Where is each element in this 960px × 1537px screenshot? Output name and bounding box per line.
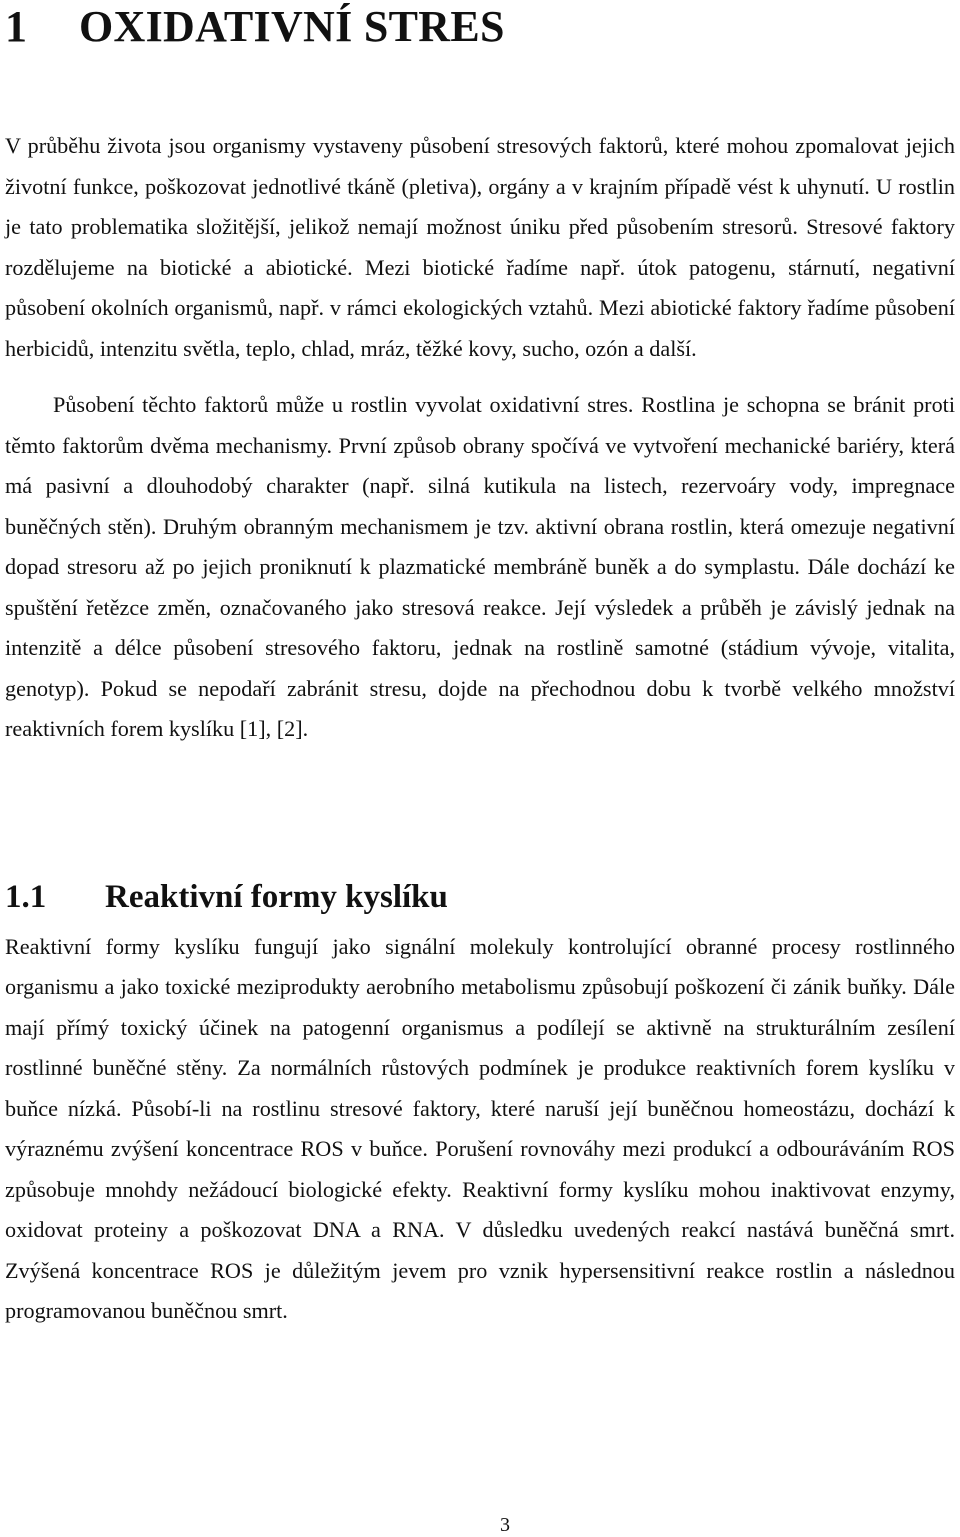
section-number: 1.1	[5, 878, 47, 915]
chapter-heading	[5, 0, 955, 58]
page-number: 3	[500, 1514, 510, 1536]
body-paragraph-2: Působení těchto faktorů může u rostlin vyvolat oxidativní stres. Rostlina je schopna se bránit proti těmto faktorům dvěma mechanismy. První způsob obrany spočívá ve vytvoření mechanické bariéry, která má pasivní a dlouhodobý charakter (např. silná kutikula na listech, rezervoáry vody, impregnace buněčných stěn). Druhým obranným mechanismem je tzv. aktivní obrana rostlin, která omezuje negativní dopad stresoru až po jejich proniknutí k plazmatické membráně buněk a do symplastu. Dále dochází ke spuštění řetězce změn, označovaného jako stresová reakce. Její výsledek a průběh je závislý jednak na intenzitě a délce působení stresového faktoru, jednak na rostlině samotné (stádium vývoje, vitalita, genotyp). Pokud se nepodaří zabránit stresu, dojde na přechodnou dobu k tvorbě velkého množství reaktivních forem kyslíku [1], [2].	[5, 392, 955, 741]
chapter-number: 1	[5, 2, 28, 51]
section-heading	[5, 869, 955, 925]
section-paragraph: Reaktivní formy kyslíku fungují jako signální molekuly kontrolující obranné procesy rostlinného organismu a jako toxické meziprodukty aerobního metabolismu způsobují poškození či zánik buňky. Dále mají přímý toxický účinek na patogenní organismus a podílejí se aktivně na strukturálním zesílení rostlinné buněčné stěny. Za normálních růstových podmínek je produkce reaktivních forem kyslíku v buňce nízká. Působí-li na rostlinu stresové faktory, které naruší její buněčnou homeostázu, dochází k výraznému zvýšení koncentrace ROS v buňce. Porušení rovnováhy mezi produkcí a odbouráváním ROS způsobuje mnohdy nežádoucí biologické efekty. Reaktivní formy kyslíku mohou inaktivovat enzymy, oxidovat proteiny a poškozovat DNA a RNA. V důsledku uvedených reakcí nastává buněčná smrt. Zvýšená koncentrace ROS je důležitým jevem pro vznik hypersensitivní reakce rostlin a následnou programovanou buněčnou smrt.	[5, 933, 955, 1323]
section-title: Reaktivní formy kyslíku	[105, 878, 448, 915]
chapter-title: OXIDATIVNÍ STRES	[79, 2, 505, 51]
document-page	[5, 0, 955, 1332]
body-paragraph-1: V průběhu života jsou organismy vystaveny působení stresových faktorů, které mohou zpomalovat jejich životní funkce, poškozovat jednotlivé tkáně (pletiva), orgány a v krajním případě vést k uhynutí. U rostlin je tato problematika složitější, jelikož nemají možnost úniku před působením stresorů. Stresové faktory rozdělujeme na biotické a abiotické. Mezi biotické řadíme např. útok patogenu, stárnutí, negativní působení okolních organismů, např. v rámci ekologických vztahů. Mezi abiotické faktory řadíme působení herbicidů, intenzitu světla, teplo, chlad, mráz, těžké kovy, sucho, ozón a další.	[5, 133, 955, 361]
